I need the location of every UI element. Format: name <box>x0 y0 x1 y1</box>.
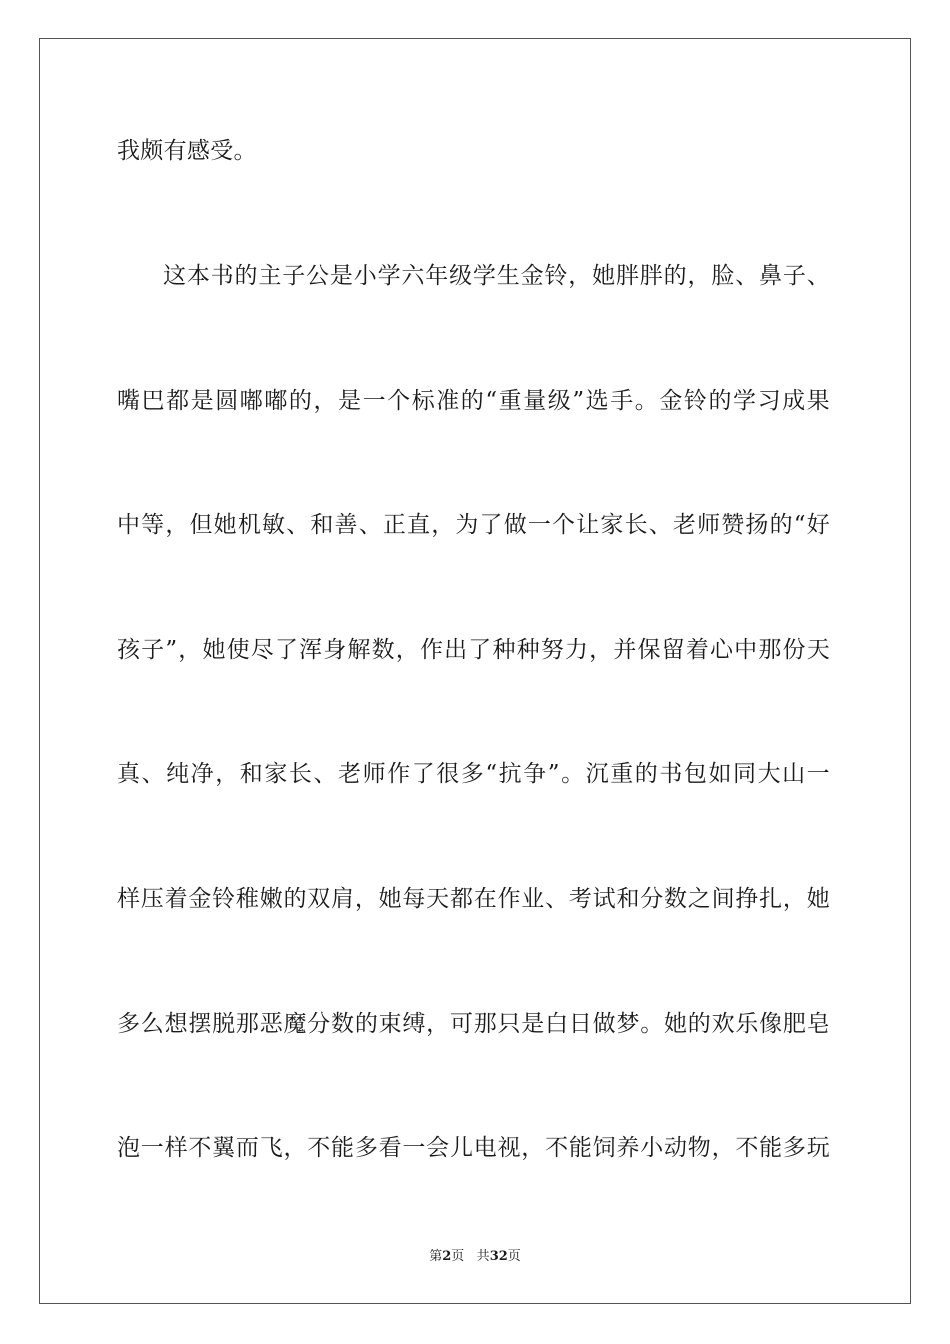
paragraph-line-6: 真、纯净，和家长、老师作了很多“抗争”。沉重的书包如同大山一 <box>117 761 830 787</box>
footer-total-suffix: 页 <box>507 1249 521 1264</box>
paragraph-line-4: 中等，但她机敏、和善、正直，为了做一个让家长、老师赞扬的“好 <box>117 512 830 538</box>
paragraph-line-1: 我颇有感受。 <box>117 138 257 164</box>
footer-page-suffix: 页 <box>451 1249 465 1264</box>
footer-page-number: 2 <box>442 1249 452 1264</box>
footer-total-prefix: 共 <box>476 1249 490 1264</box>
paragraph-line-9: 泡一样不翼而飞，不能多看一会儿电视，不能饲养小动物，不能多玩 <box>117 1135 830 1161</box>
paragraph-line-8: 多么想摆脱那恶魔分数的束缚，可那只是白日做梦。她的欢乐像肥皂 <box>117 1011 830 1037</box>
page-footer <box>0 1248 950 1266</box>
paragraph-line-2: 这本书的主子公是小学六年级学生金铃，她胖胖的，脸、鼻子、 <box>163 263 830 289</box>
footer-total-pages: 32 <box>489 1249 508 1264</box>
footer-page-prefix: 第 <box>429 1249 443 1264</box>
page-border <box>39 38 911 1304</box>
paragraph-line-7: 样压着金铃稚嫩的双肩，她每天都在作业、考试和分数之间挣扎，她 <box>117 886 830 912</box>
paragraph-line-3: 嘴巴都是圆嘟嘟的，是一个标准的“重量级”选手。金铃的学习成果 <box>117 388 830 414</box>
paragraph-line-5: 孩子”，她使尽了浑身解数，作出了种种努力，并保留着心中那份天 <box>117 637 830 663</box>
